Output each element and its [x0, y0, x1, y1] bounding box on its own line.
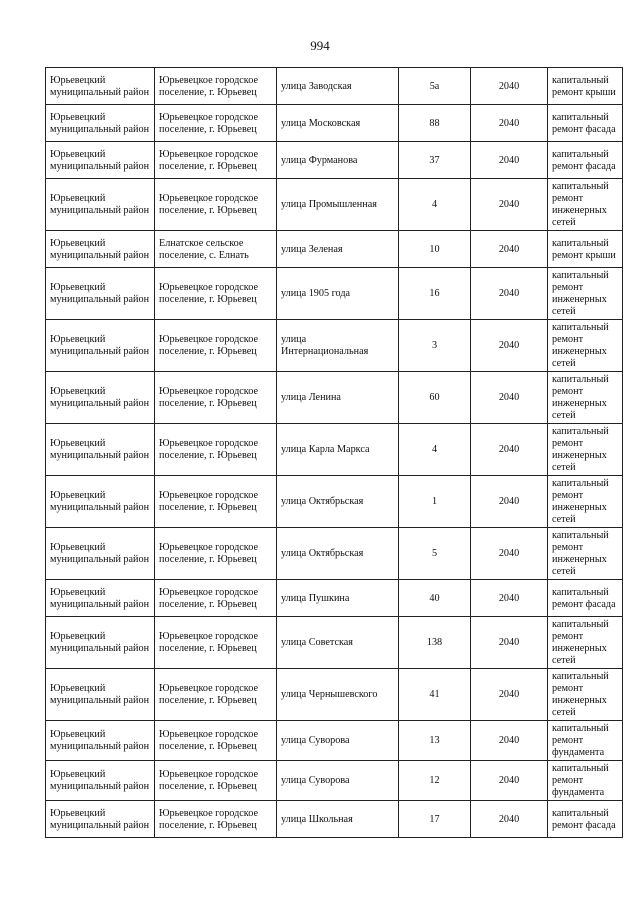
work-type-cell: капитальный ремонт инженерных сетей [548, 268, 623, 320]
district-cell: Юрьевецкий муниципальный район [46, 617, 155, 669]
table-row [46, 580, 623, 617]
work-type-cell: капитальный ремонт фасада [548, 801, 623, 838]
district-cell: Юрьевецкий муниципальный район [46, 528, 155, 580]
house-number-cell: 4 [399, 424, 471, 476]
street-cell: улица Октябрьская [277, 528, 399, 580]
table-row [46, 801, 623, 838]
street-cell: улица Октябрьская [277, 476, 399, 528]
work-type-cell: капитальный ремонт инженерных сетей [548, 476, 623, 528]
street-cell: улица Интернациональная [277, 320, 399, 372]
settlement-cell: Юрьевецкое городское поселение, г. Юрьевец [155, 761, 277, 801]
house-number-cell: 16 [399, 268, 471, 320]
table-row [46, 761, 623, 801]
settlement-cell: Юрьевецкое городское поселение, г. Юрьевец [155, 268, 277, 320]
district-cell: Юрьевецкий муниципальный район [46, 372, 155, 424]
year-cell: 2040 [471, 476, 548, 528]
street-cell: улица Фурманова [277, 142, 399, 179]
settlement-cell: Юрьевецкое городское поселение, г. Юрьевец [155, 721, 277, 761]
house-number-cell: 3 [399, 320, 471, 372]
table-row [46, 142, 623, 179]
table-row [46, 179, 623, 231]
house-number-cell: 1 [399, 476, 471, 528]
year-cell: 2040 [471, 105, 548, 142]
table-row [46, 617, 623, 669]
district-cell: Юрьевецкий муниципальный район [46, 268, 155, 320]
street-cell: улица Заводская [277, 68, 399, 105]
year-cell: 2040 [471, 669, 548, 721]
year-cell: 2040 [471, 580, 548, 617]
street-cell: улица Промышленная [277, 179, 399, 231]
year-cell: 2040 [471, 142, 548, 179]
year-cell: 2040 [471, 320, 548, 372]
settlement-cell: Юрьевецкое городское поселение, г. Юрьевец [155, 617, 277, 669]
street-cell: улица Пушкина [277, 580, 399, 617]
district-cell: Юрьевецкий муниципальный район [46, 721, 155, 761]
district-cell: Юрьевецкий муниципальный район [46, 105, 155, 142]
table-row [46, 105, 623, 142]
year-cell: 2040 [471, 761, 548, 801]
street-cell: улица Зеленая [277, 231, 399, 268]
page-number: 994 [310, 38, 330, 53]
house-number-cell: 17 [399, 801, 471, 838]
table-row [46, 268, 623, 320]
settlement-cell: Елнатское сельское поселение, с. Елнать [155, 231, 277, 268]
settlement-cell: Юрьевецкое городское поселение, г. Юрьевец [155, 669, 277, 721]
street-cell: улица Московская [277, 105, 399, 142]
street-cell: улица Карла Маркса [277, 424, 399, 476]
settlement-cell: Юрьевецкое городское поселение, г. Юрьевец [155, 372, 277, 424]
housing-repair-table [45, 67, 623, 838]
table-row [46, 721, 623, 761]
house-number-cell: 5 [399, 528, 471, 580]
district-cell: Юрьевецкий муниципальный район [46, 68, 155, 105]
district-cell: Юрьевецкий муниципальный район [46, 179, 155, 231]
settlement-cell: Юрьевецкое городское поселение, г. Юрьевец [155, 68, 277, 105]
table-row [46, 68, 623, 105]
street-cell: улица Чернышевского [277, 669, 399, 721]
work-type-cell: капитальный ремонт инженерных сетей [548, 179, 623, 231]
street-cell: улица Советская [277, 617, 399, 669]
work-type-cell: капитальный ремонт фасада [548, 580, 623, 617]
street-cell: улица Суворова [277, 761, 399, 801]
table-body [46, 68, 623, 838]
house-number-cell: 10 [399, 231, 471, 268]
settlement-cell: Юрьевецкое городское поселение, г. Юрьевец [155, 476, 277, 528]
table-row [46, 476, 623, 528]
work-type-cell: капитальный ремонт инженерных сетей [548, 528, 623, 580]
settlement-cell: Юрьевецкое городское поселение, г. Юрьевец [155, 142, 277, 179]
settlement-cell: Юрьевецкое городское поселение, г. Юрьевец [155, 179, 277, 231]
work-type-cell: капитальный ремонт инженерных сетей [548, 424, 623, 476]
house-number-cell: 13 [399, 721, 471, 761]
settlement-cell: Юрьевецкое городское поселение, г. Юрьевец [155, 424, 277, 476]
settlement-cell: Юрьевецкое городское поселение, г. Юрьевец [155, 528, 277, 580]
work-type-cell: капитальный ремонт инженерных сетей [548, 617, 623, 669]
year-cell: 2040 [471, 68, 548, 105]
work-type-cell: капитальный ремонт фасада [548, 105, 623, 142]
work-type-cell: капитальный ремонт фундамента [548, 721, 623, 761]
settlement-cell: Юрьевецкое городское поселение, г. Юрьевец [155, 105, 277, 142]
work-type-cell: капитальный ремонт инженерных сетей [548, 669, 623, 721]
street-cell: улица Школьная [277, 801, 399, 838]
year-cell: 2040 [471, 179, 548, 231]
year-cell: 2040 [471, 528, 548, 580]
house-number-cell: 60 [399, 372, 471, 424]
settlement-cell: Юрьевецкое городское поселение, г. Юрьевец [155, 801, 277, 838]
settlement-cell: Юрьевецкое городское поселение, г. Юрьевец [155, 320, 277, 372]
work-type-cell: капитальный ремонт фундамента [548, 761, 623, 801]
district-cell: Юрьевецкий муниципальный район [46, 801, 155, 838]
table-row [46, 320, 623, 372]
table-row [46, 424, 623, 476]
street-cell: улица Ленина [277, 372, 399, 424]
district-cell: Юрьевецкий муниципальный район [46, 669, 155, 721]
year-cell: 2040 [471, 424, 548, 476]
house-number-cell: 138 [399, 617, 471, 669]
work-type-cell: капитальный ремонт крыши [548, 231, 623, 268]
house-number-cell: 41 [399, 669, 471, 721]
year-cell: 2040 [471, 268, 548, 320]
street-cell: улица 1905 года [277, 268, 399, 320]
year-cell: 2040 [471, 617, 548, 669]
work-type-cell: капитальный ремонт инженерных сетей [548, 372, 623, 424]
house-number-cell: 37 [399, 142, 471, 179]
district-cell: Юрьевецкий муниципальный район [46, 580, 155, 617]
street-cell: улица Суворова [277, 721, 399, 761]
house-number-cell: 5а [399, 68, 471, 105]
district-cell: Юрьевецкий муниципальный район [46, 761, 155, 801]
table-row [46, 528, 623, 580]
year-cell: 2040 [471, 372, 548, 424]
year-cell: 2040 [471, 801, 548, 838]
house-number-cell: 40 [399, 580, 471, 617]
district-cell: Юрьевецкий муниципальный район [46, 476, 155, 528]
table-row [46, 231, 623, 268]
house-number-cell: 12 [399, 761, 471, 801]
work-type-cell: капитальный ремонт крыши [548, 68, 623, 105]
settlement-cell: Юрьевецкое городское поселение, г. Юрьевец [155, 580, 277, 617]
work-type-cell: капитальный ремонт фасада [548, 142, 623, 179]
district-cell: Юрьевецкий муниципальный район [46, 424, 155, 476]
house-number-cell: 4 [399, 179, 471, 231]
district-cell: Юрьевецкий муниципальный район [46, 142, 155, 179]
house-number-cell: 88 [399, 105, 471, 142]
district-cell: Юрьевецкий муниципальный район [46, 231, 155, 268]
table-row [46, 372, 623, 424]
year-cell: 2040 [471, 231, 548, 268]
table-row [46, 669, 623, 721]
district-cell: Юрьевецкий муниципальный район [46, 320, 155, 372]
work-type-cell: капитальный ремонт инженерных сетей [548, 320, 623, 372]
year-cell: 2040 [471, 721, 548, 761]
